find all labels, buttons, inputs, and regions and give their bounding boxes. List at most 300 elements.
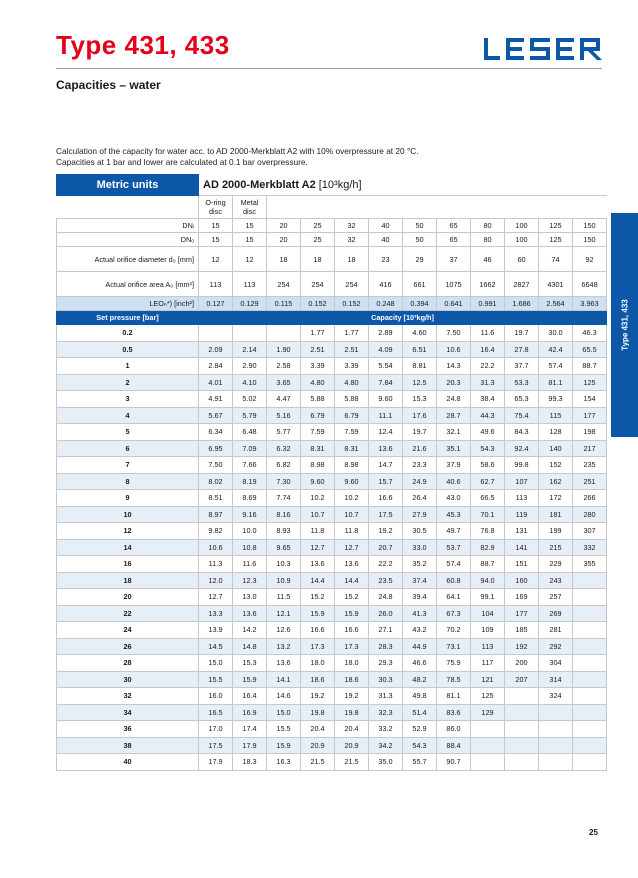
spec-row	[57, 247, 607, 272]
capacity-cell: 83.6	[437, 704, 471, 721]
spec-cell: 0.152	[335, 297, 369, 311]
table-row	[57, 424, 607, 441]
capacity-cell: 8.02	[199, 473, 233, 490]
spec-cell: 125	[539, 219, 573, 233]
capacity-cell: 54.3	[471, 440, 505, 457]
capacity-cell: 18.0	[335, 655, 369, 672]
oring-disc-header: O-ring disc	[199, 196, 233, 219]
capacity-cell: 243	[539, 572, 573, 589]
capacity-cell: 15.3	[403, 391, 437, 408]
capacity-cell: 28.3	[369, 638, 403, 655]
capacity-cell: 22.2	[369, 556, 403, 573]
spec-row	[57, 219, 607, 233]
capacity-cell	[573, 638, 607, 655]
capacity-cell: 27.9	[403, 506, 437, 523]
capacity-cell: 8.69	[233, 490, 267, 507]
capacity-cell: 6.34	[199, 424, 233, 441]
capacity-cell: 104	[471, 605, 505, 622]
capacity-cell: 207	[505, 671, 539, 688]
capacity-cell	[471, 737, 505, 754]
capacity-cell: 30.0	[539, 325, 573, 342]
spec-cell: 113	[233, 272, 267, 297]
capacity-cell: 8.16	[267, 506, 301, 523]
capacity-cell: 17.9	[199, 754, 233, 771]
spec-cell: 15	[233, 233, 267, 247]
capacity-cell: 14.4	[301, 572, 335, 589]
capacity-cell: 40.6	[437, 473, 471, 490]
capacity-cell: 44.9	[403, 638, 437, 655]
spec-cell: 254	[267, 272, 301, 297]
capacity-cell	[505, 737, 539, 754]
capacity-cell: 32.1	[437, 424, 471, 441]
capacity-cell: 4.01	[199, 374, 233, 391]
capacity-cell: 46.3	[573, 325, 607, 342]
capacity-cell: 16.4	[471, 341, 505, 358]
page-title: Type 431, 433	[56, 30, 230, 60]
capacity-cell: 10.6	[437, 341, 471, 358]
capacity-cell: 10.9	[267, 572, 301, 589]
capacity-cell: 51.4	[403, 704, 437, 721]
capacity-cell: 8.97	[199, 506, 233, 523]
capacity-cell: 5.88	[301, 391, 335, 408]
capacity-cell: 2.90	[233, 358, 267, 375]
capacity-cell: 37.4	[403, 572, 437, 589]
capacity-cell: 44.3	[471, 407, 505, 424]
table-row	[57, 523, 607, 540]
capacity-cell: 16.4	[233, 688, 267, 705]
capacity-cell: 17.3	[301, 638, 335, 655]
set-pressure-cell: 12	[57, 523, 199, 540]
capacity-cell: 20.7	[369, 539, 403, 556]
capacity-cell: 49.7	[437, 523, 471, 540]
capacity-cell	[573, 754, 607, 771]
capacity-cell: 10.2	[335, 490, 369, 507]
capacity-cell: 12.7	[335, 539, 369, 556]
capacity-cell: 2.14	[233, 341, 267, 358]
capacity-cell: 64.1	[437, 589, 471, 606]
table-row	[57, 506, 607, 523]
spec-cell: 15	[199, 233, 233, 247]
spec-label: DNᵢ	[57, 219, 199, 233]
capacity-cell: 26.4	[403, 490, 437, 507]
capacity-cell: 17.6	[403, 407, 437, 424]
spec-cell: 46	[471, 247, 505, 272]
capacity-cell: 17.9	[233, 737, 267, 754]
table-row	[57, 655, 607, 672]
capacity-cell: 10.8	[233, 539, 267, 556]
table-row	[57, 358, 607, 375]
spec-cell: 15	[233, 219, 267, 233]
capacity-cell: 20.3	[437, 374, 471, 391]
side-tab[interactable]	[611, 213, 638, 437]
capacity-cell: 12.0	[199, 572, 233, 589]
capacity-cell: 8.31	[335, 440, 369, 457]
spec-cell: 0.394	[403, 297, 437, 311]
capacity-cell: 23.3	[403, 457, 437, 474]
spec-cell: 80	[471, 233, 505, 247]
table-row	[57, 737, 607, 754]
spec-cell: 40	[369, 233, 403, 247]
capacity-cell: 53.7	[437, 539, 471, 556]
spec-cell: 40	[369, 219, 403, 233]
table-row	[57, 473, 607, 490]
capacity-cell: 21.6	[403, 440, 437, 457]
capacity-cell: 14.8	[233, 638, 267, 655]
capacity-cell: 19.2	[335, 688, 369, 705]
spec-cell: 92	[573, 247, 607, 272]
capacity-cell: 24.8	[437, 391, 471, 408]
spec-cell: 150	[573, 219, 607, 233]
capacity-cell: 109	[471, 622, 505, 639]
capacity-cell	[573, 622, 607, 639]
capacity-cell: 7.59	[335, 424, 369, 441]
capacity-cell: 15.5	[199, 671, 233, 688]
capacity-cell: 94.0	[471, 572, 505, 589]
capacity-cell: 20.9	[335, 737, 369, 754]
table-row	[57, 440, 607, 457]
capacity-cell: 33.2	[369, 721, 403, 738]
spec-cell: 74	[539, 247, 573, 272]
spec-label: Actual orifice diameter d₀ [mm]	[57, 247, 199, 272]
table-row	[57, 605, 607, 622]
capacity-cell: 54.3	[403, 737, 437, 754]
set-pressure-cell: 5	[57, 424, 199, 441]
header-divider	[56, 68, 602, 69]
set-pressure-cell: 8	[57, 473, 199, 490]
capacity-cell: 14.4	[335, 572, 369, 589]
capacity-cell: 9.65	[267, 539, 301, 556]
capacity-cell: 217	[573, 440, 607, 457]
capacity-cell: 9.82	[199, 523, 233, 540]
capacity-cell: 4.91	[199, 391, 233, 408]
capacity-cell: 49.6	[471, 424, 505, 441]
capacity-cell: 27.8	[505, 341, 539, 358]
capacity-cell: 12.7	[301, 539, 335, 556]
spec-cell: 6648	[573, 272, 607, 297]
capacity-cell: 24.8	[369, 589, 403, 606]
capacity-cell: 16.6	[335, 622, 369, 639]
capacity-cell: 10.7	[335, 506, 369, 523]
capacity-cell: 304	[539, 655, 573, 672]
spec-cell: 65	[437, 233, 471, 247]
capacity-cell: 17.5	[199, 737, 233, 754]
capacity-cell: 14.2	[233, 622, 267, 639]
capacity-cell: 1.77	[335, 325, 369, 342]
capacity-cell: 8.93	[267, 523, 301, 540]
capacity-cell: 152	[539, 457, 573, 474]
capacity-cell: 16.0	[199, 688, 233, 705]
intro-line-1: Calculation of the capacity for water acc. to AD 2000-Merkblatt A2 with 10% overpressure at 20 °C.	[56, 146, 419, 156]
capacity-cell: 13.3	[199, 605, 233, 622]
set-pressure-cell: 34	[57, 704, 199, 721]
spec-label: DNₒ	[57, 233, 199, 247]
spec-cell: 0.152	[301, 297, 335, 311]
spec-label: LEOₙ*) [inch²]	[57, 297, 199, 311]
capacity-cell: 15.2	[335, 589, 369, 606]
capacity-cell: 160	[505, 572, 539, 589]
capacity-cell: 15.7	[369, 473, 403, 490]
capacity-cell: 58.6	[471, 457, 505, 474]
set-pressure-cell: 32	[57, 688, 199, 705]
capacity-cell	[573, 589, 607, 606]
table-row	[57, 622, 607, 639]
capacity-cell: 6.79	[335, 407, 369, 424]
capacity-cell: 7.74	[267, 490, 301, 507]
capacity-cell: 324	[539, 688, 573, 705]
spec-cell: 20	[267, 233, 301, 247]
spec-cell: 1.686	[505, 297, 539, 311]
capacity-cell: 18.3	[233, 754, 267, 771]
capacity-cell: 75.9	[437, 655, 471, 672]
capacity-cell	[505, 704, 539, 721]
capacity-cell: 11.6	[233, 556, 267, 573]
section-subtitle: Capacities – water	[56, 78, 161, 92]
capacity-cell: 7.50	[437, 325, 471, 342]
capacity-cell: 17.0	[199, 721, 233, 738]
capacity-cell	[505, 721, 539, 738]
capacity-cell: 7.84	[369, 374, 403, 391]
capacity-cell: 75.4	[505, 407, 539, 424]
spec-cell: 150	[573, 233, 607, 247]
capacity-cell: 15.2	[301, 589, 335, 606]
capacity-cell: 5.54	[369, 358, 403, 375]
capacity-cell: 307	[573, 523, 607, 540]
table-row	[57, 671, 607, 688]
capacity-cell: 19.2	[301, 688, 335, 705]
capacity-cell: 154	[573, 391, 607, 408]
spec-cell: 32	[335, 219, 369, 233]
capacity-cell: 99.1	[471, 589, 505, 606]
set-pressure-cell: 20	[57, 589, 199, 606]
capacity-cell: 5.79	[233, 407, 267, 424]
capacity-cell: 251	[573, 473, 607, 490]
capacity-cell	[573, 737, 607, 754]
capacity-cell: 78.5	[437, 671, 471, 688]
capacity-cell	[539, 704, 573, 721]
capacity-cell: 355	[573, 556, 607, 573]
capacity-cell	[539, 754, 573, 771]
capacity-cell: 8.98	[301, 457, 335, 474]
table-row	[57, 572, 607, 589]
capacity-cell: 31.3	[369, 688, 403, 705]
spec-cell: 1075	[437, 272, 471, 297]
spec-cell: 50	[403, 219, 437, 233]
capacity-cell: 113	[471, 638, 505, 655]
capacity-cell: 19.2	[369, 523, 403, 540]
table-row	[57, 688, 607, 705]
capacity-cell: 17.3	[335, 638, 369, 655]
set-pressure-cell: 24	[57, 622, 199, 639]
set-pressure-cell: 6	[57, 440, 199, 457]
capacity-cell: 257	[539, 589, 573, 606]
capacity-cell: 4.80	[301, 374, 335, 391]
capacity-cell: 121	[471, 671, 505, 688]
spec-cell: 2.564	[539, 297, 573, 311]
table-row	[57, 374, 607, 391]
capacity-header: Capacity [10³kg/h]	[199, 311, 607, 325]
spec-cell: 0.129	[233, 297, 267, 311]
capacity-cell: 169	[505, 589, 539, 606]
capacity-cell: 128	[539, 424, 573, 441]
capacity-cell: 9.16	[233, 506, 267, 523]
spec-cell: 18	[267, 247, 301, 272]
spec-cell: 12	[233, 247, 267, 272]
capacity-cell: 6.48	[233, 424, 267, 441]
capacity-cell: 60.8	[437, 572, 471, 589]
capacity-cell: 15.3	[233, 655, 267, 672]
capacity-cell: 4.09	[369, 341, 403, 358]
capacity-cell: 14.6	[267, 688, 301, 705]
capacity-cell: 119	[505, 506, 539, 523]
capacity-cell: 9.60	[335, 473, 369, 490]
capacity-cell	[573, 688, 607, 705]
capacity-cell: 19.8	[301, 704, 335, 721]
capacity-cell: 7.09	[233, 440, 267, 457]
capacity-cell: 229	[539, 556, 573, 573]
standard-unit: [10³kg/h]	[318, 178, 362, 191]
capacity-cell	[573, 655, 607, 672]
capacity-cell: 11.8	[301, 523, 335, 540]
capacity-cell: 13.6	[301, 556, 335, 573]
capacity-cell: 115	[539, 407, 573, 424]
spec-cell: 25	[301, 219, 335, 233]
capacity-cell: 15.9	[267, 737, 301, 754]
capacity-cell: 199	[539, 523, 573, 540]
spec-cell: 18	[335, 247, 369, 272]
capacity-cell: 131	[505, 523, 539, 540]
spec-cell: 4301	[539, 272, 573, 297]
capacity-cell: 43.2	[403, 622, 437, 639]
capacity-cell: 200	[505, 655, 539, 672]
capacity-cell: 15.9	[301, 605, 335, 622]
capacity-cell: 99.3	[539, 391, 573, 408]
spec-cell: 20	[267, 219, 301, 233]
capacity-cell: 2.58	[267, 358, 301, 375]
table-row	[57, 341, 607, 358]
capacity-cell: 84.3	[505, 424, 539, 441]
table-row	[57, 490, 607, 507]
capacity-cell: 70.2	[437, 622, 471, 639]
capacity-cell: 2.09	[199, 341, 233, 358]
capacity-cell: 57.4	[437, 556, 471, 573]
capacity-cell: 19.8	[335, 704, 369, 721]
capacity-cell: 13.6	[369, 440, 403, 457]
capacity-cell: 39.4	[403, 589, 437, 606]
capacity-cell	[505, 754, 539, 771]
capacity-cell: 5.16	[267, 407, 301, 424]
capacity-cell	[573, 671, 607, 688]
capacity-cell: 45.3	[437, 506, 471, 523]
spec-cell: 15	[199, 219, 233, 233]
capacity-cell: 5.77	[267, 424, 301, 441]
spec-label: Actual orifice area A₀ [mm²]	[57, 272, 199, 297]
capacity-cell: 6.82	[267, 457, 301, 474]
set-pressure-cell: 28	[57, 655, 199, 672]
capacity-cell: 10.3	[267, 556, 301, 573]
capacity-cell: 35.1	[437, 440, 471, 457]
capacity-cell: 70.1	[471, 506, 505, 523]
capacity-cell: 266	[573, 490, 607, 507]
capacity-cell	[471, 721, 505, 738]
leser-logo	[484, 38, 602, 60]
spec-cell: 50	[403, 233, 437, 247]
capacity-cell: 21.5	[335, 754, 369, 771]
capacity-cell: 38.4	[471, 391, 505, 408]
intro-line-2: Capacities at 1 bar and lower are calculated at 0.1 bar overpressure.	[56, 157, 308, 167]
set-pressure-cell: 0.5	[57, 341, 199, 358]
capacity-cell: 12.6	[267, 622, 301, 639]
spec-cell: 23	[369, 247, 403, 272]
spec-cell: 254	[335, 272, 369, 297]
spec-cell: 125	[539, 233, 573, 247]
set-pressure-cell: 4	[57, 407, 199, 424]
capacity-cell: 88.7	[471, 556, 505, 573]
table-row	[57, 556, 607, 573]
spec-cell: 0.248	[369, 297, 403, 311]
capacity-cell: 7.50	[199, 457, 233, 474]
capacity-cell: 1.77	[301, 325, 335, 342]
spec-cell: 254	[301, 272, 335, 297]
capacity-cell: 21.5	[301, 754, 335, 771]
capacity-cell: 117	[471, 655, 505, 672]
spec-cell: 37	[437, 247, 471, 272]
capacity-cell: 76.8	[471, 523, 505, 540]
capacity-cell	[573, 605, 607, 622]
capacity-cell: 31.3	[471, 374, 505, 391]
capacity-cell	[539, 737, 573, 754]
spec-cell: 32	[335, 233, 369, 247]
capacity-cell	[573, 721, 607, 738]
spec-cell: 100	[505, 233, 539, 247]
capacity-cell: 18.0	[301, 655, 335, 672]
capacity-cell: 151	[505, 556, 539, 573]
capacity-cell: 6.95	[199, 440, 233, 457]
capacity-cell: 66.5	[471, 490, 505, 507]
capacity-cell: 5.02	[233, 391, 267, 408]
capacity-cell: 42.4	[539, 341, 573, 358]
capacity-cell: 2.51	[335, 341, 369, 358]
capacity-cell: 18.6	[335, 671, 369, 688]
capacity-cell: 5.67	[199, 407, 233, 424]
set-pressure-cell: 36	[57, 721, 199, 738]
capacity-cell: 99.8	[505, 457, 539, 474]
capacity-cell: 6.32	[267, 440, 301, 457]
spec-cell: 0.127	[199, 297, 233, 311]
capacity-cell: 65.3	[505, 391, 539, 408]
capacity-cell: 30.3	[369, 671, 403, 688]
capacity-cell: 14.7	[369, 457, 403, 474]
capacity-cell: 16.5	[199, 704, 233, 721]
capacity-cell: 86.0	[437, 721, 471, 738]
capacity-cell: 129	[471, 704, 505, 721]
capacity-cell: 6.51	[403, 341, 437, 358]
set-pressure-cell: 22	[57, 605, 199, 622]
table-row	[57, 407, 607, 424]
capacity-cell: 34.2	[369, 737, 403, 754]
capacity-cell: 8.31	[301, 440, 335, 457]
capacity-cell: 43.0	[437, 490, 471, 507]
capacity-cell: 19.7	[403, 424, 437, 441]
capacity-cell: 13.2	[267, 638, 301, 655]
capacity-cell	[505, 688, 539, 705]
capacity-cell: 269	[539, 605, 573, 622]
capacity-cell: 82.9	[471, 539, 505, 556]
capacity-cell	[539, 721, 573, 738]
capacity-cell: 53.3	[505, 374, 539, 391]
spec-cell: 80	[471, 219, 505, 233]
set-pressure-cell: 10	[57, 506, 199, 523]
standard-name: AD 2000-Merkblatt A2	[203, 178, 316, 191]
